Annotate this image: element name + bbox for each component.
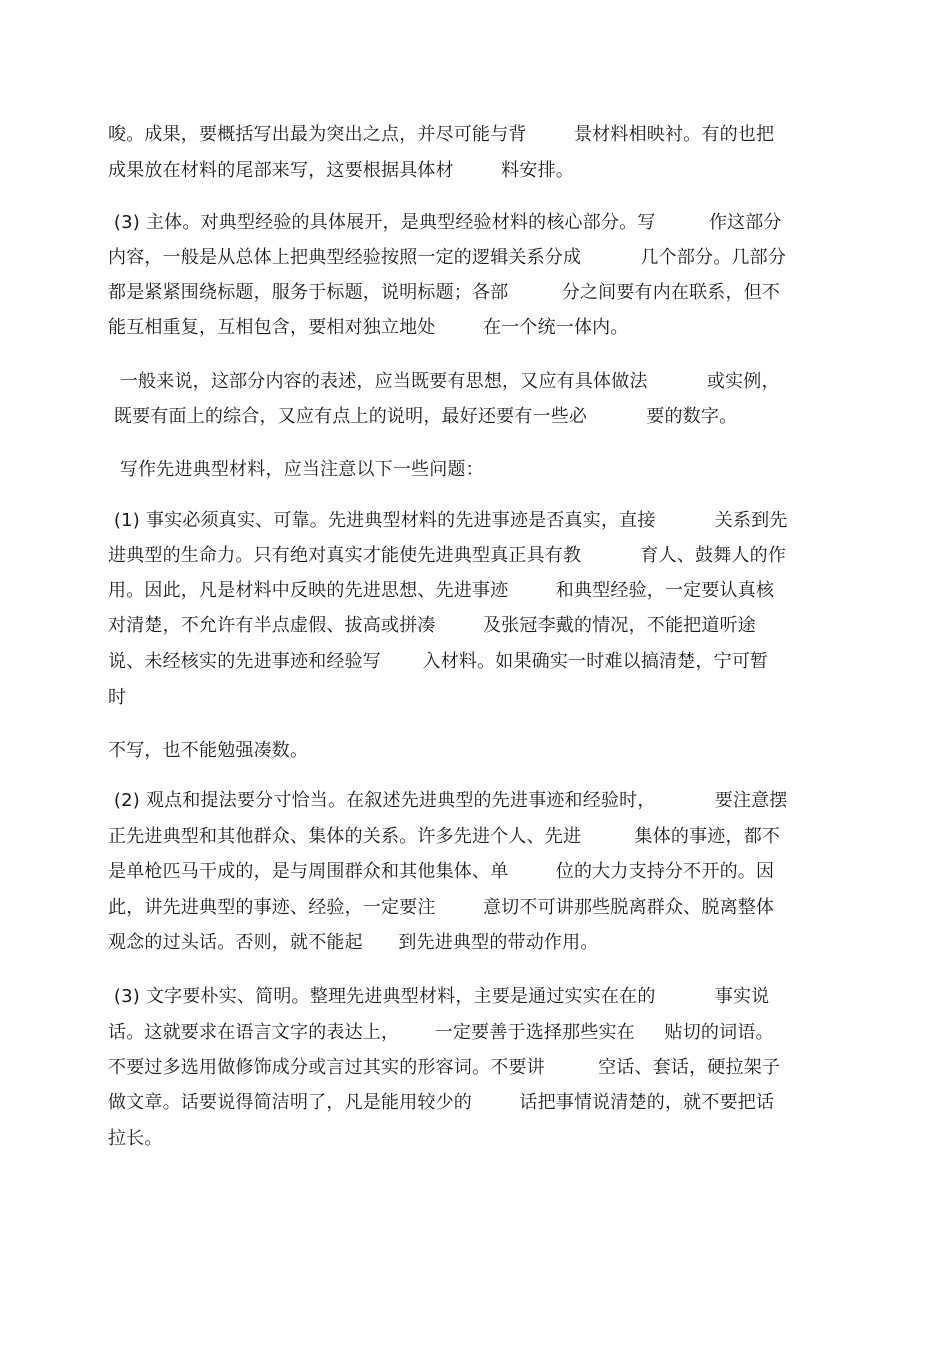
text-line-12: 用。因此，凡是材料中反映的先进思想、先进事迹 和典型经验，一定要认真核 xyxy=(108,580,775,601)
text-line-11: 进典型的生命力。只有绝对真实才能使先进典型真正具有教 育人、鼓舞人的作 xyxy=(108,545,787,566)
text-line-13: 对清楚，不允许有半点虚假、拔高或拼凑 及张冠李戴的情况，不能把道听途 xyxy=(108,615,756,636)
text-line-2: 成果放在材料的尾部来写，这要根据具体材 料安排。 xyxy=(108,160,574,181)
text-line-7: 一般来说，这部分内容的表述，应当既要有思想，又应有具体做法 或实例， xyxy=(108,371,780,392)
text-line-24: 不要过多选用做修饰成分或言过其实的形容词。不要讲 空话、套话，硬拉架子 xyxy=(108,1057,781,1078)
text-line-26: 拉长。 xyxy=(108,1128,163,1149)
text-line-5: 都是紧紧围绕标题，服务于标题，说明标题；各部 分之间要有内在联系，但不 xyxy=(108,282,781,303)
text-line-16: 不写，也不能勉强凑数。 xyxy=(108,740,309,761)
text-line-9: 写作先进典型材料，应当注意以下一些问题： xyxy=(108,459,484,480)
text-line-14: 说、未经核实的先进事迹和经验写 入材料。如果确实一时难以搞清楚，宁可暂 xyxy=(108,651,769,672)
text-line-18: 正先进典型和其他群众、集体的关系。许多先进个人、先进 集体的事迹，都不 xyxy=(108,826,781,847)
text-line-15: 时 xyxy=(108,687,127,708)
text-line-21: 观念的过头话。否则，就不能起 到先进典型的带动作用。 xyxy=(108,932,599,953)
text-line-1: 唆。成果，要概括写出最为突出之点，并尽可能与背 景材料相映衬。有的也把 xyxy=(108,124,775,145)
text-line-25: 做文章。话要说得简洁明了，凡是能用较少的 话把事情说清楚的，就不要把话 xyxy=(108,1092,775,1113)
text-line-19: 是单枪匹马干成的，是与周围群众和其他集体、单 位的大力支持分不开的。因 xyxy=(108,861,775,882)
text-line-8: 既要有面上的综合，又应有点上的说明，最好还要有一些必 要的数字。 xyxy=(108,406,738,427)
text-line-17: (2) 观点和提法要分寸恰当。在叙述先进典型的先进事迹和经验时， 要注意摆 xyxy=(108,790,788,811)
text-line-22: (3) 文字要朴实、简明。整理先进典型材料，主要是通过实实在在的 事实说 xyxy=(108,986,770,1007)
text-line-20: 此，讲先进典型的事迹、经验，一定要注 意切不可讲那些脱离群众、脱离整体 xyxy=(108,897,775,918)
text-line-10: (1) 事实必须真实、可靠。先进典型材料的先进事迹是否真实，直接 关系到先 xyxy=(108,510,788,531)
text-line-3: (3) 主体。对典型经验的具体展开，是典型经验材料的核心部分。写 作这部分 xyxy=(108,212,782,233)
text-line-23: 话。这就要求在语言文字的表达上， 一定要善于选择那些实在 贴切的词语。 xyxy=(108,1022,774,1043)
text-line-6: 能互相重复，互相包含，要相对独立地处 在一个统一体内。 xyxy=(108,317,629,338)
text-line-4: 内容，一般是从总体上把典型经验按照一定的逻辑关系分成 几个部分。几部分 xyxy=(108,247,787,268)
